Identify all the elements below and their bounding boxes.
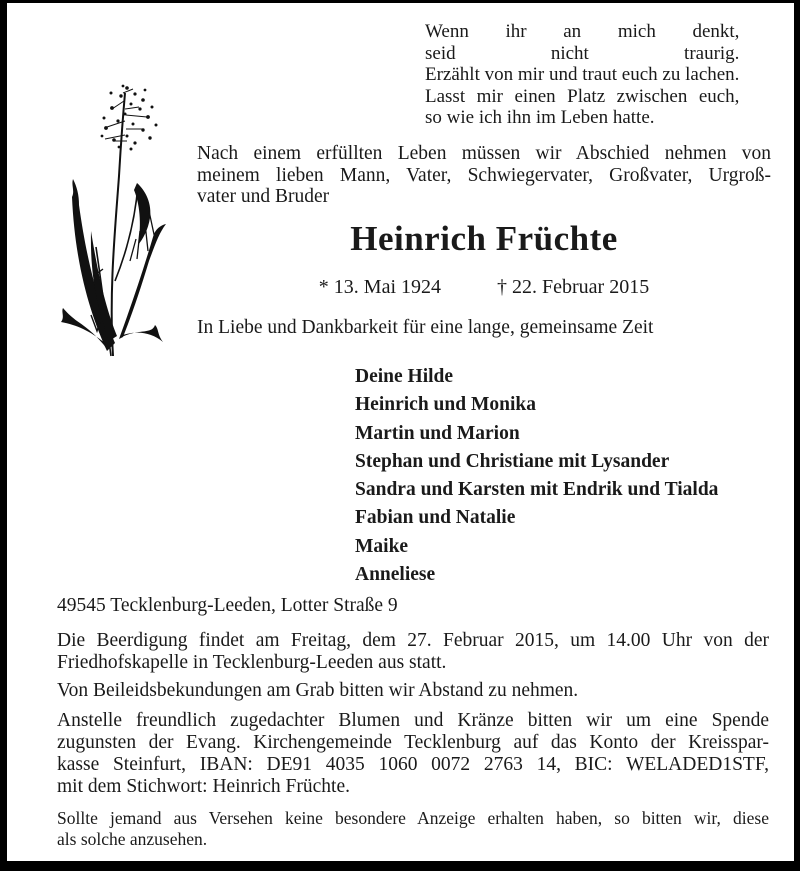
- grass-stalks-illustration-icon: [35, 79, 197, 361]
- poem-line: Wenn ihr an mich denkt,: [425, 21, 740, 42]
- birth-date: [319, 276, 441, 299]
- mourner-name: Stephan und Christiane mit Lysander: [355, 450, 670, 472]
- mourner-name: Anneliese: [355, 564, 436, 586]
- death-date: [497, 276, 649, 299]
- apology-line: als solche anzusehen.: [57, 829, 208, 849]
- funeral-info-line: Friedhofskapelle in Tecklenburg-Leeden aus statt.: [57, 651, 447, 673]
- memorial-poem: [425, 21, 739, 129]
- intro-line: Nach einem erfüllten Leben müssen wir Abschied nehmen von: [197, 143, 771, 164]
- intro-line: meinem lieben Mann, Vater, Schwiegervater, Großvater, Urgroß-: [197, 164, 771, 186]
- mourner-name: Heinrich und Monika: [355, 394, 536, 416]
- mourner-name: Martin und Marion: [355, 422, 520, 444]
- apology-line: Sollte jemand aus Versehen keine besondere Anzeige erhalten haben, so bitten wir, diese: [57, 808, 769, 828]
- donation-line: kasse Steinfurt, IBAN: DE91 4035 1060 0072 2763 14, BIC: WELADED1STF,: [57, 753, 769, 775]
- mourner-name: Fabian und Natalie: [355, 507, 516, 529]
- donation-line: mit dem Stichwort: Heinrich Früchte.: [57, 775, 350, 797]
- poem-line: so wie ich ihn im Leben hatte.: [425, 107, 655, 129]
- apology-paragraph: [57, 808, 769, 850]
- death-cross-icon: †: [497, 276, 507, 298]
- grass-illustration-svg: [35, 79, 197, 361]
- donation-paragraph: [57, 710, 769, 798]
- funeral-info-line: Die Beerdigung findet am Freitag, dem 27. Februar 2015, um 14.00 Uhr von der: [57, 630, 769, 651]
- funeral-info-paragraph: [57, 630, 769, 674]
- poem-line: seid nicht traurig.: [425, 42, 740, 64]
- mourner-name: Sandra und Karsten mit Endrik und Tialda: [355, 479, 719, 501]
- poem-line: Lasst mir einen Platz zwischen euch,: [425, 85, 740, 107]
- intro-paragraph: [197, 143, 771, 208]
- mourners-list: [355, 363, 718, 589]
- condolence-note: Von Beileidsbekundungen am Grab bitten wir Abstand zu nehmen.: [57, 680, 579, 701]
- deceased-name: Heinrich Früchte: [350, 219, 618, 258]
- donation-line: Anstelle freundlich zugedachter Blumen und Kränze bitten wir um eine Spende: [57, 710, 769, 731]
- mourner-name: Maike: [355, 535, 409, 557]
- life-dates: [197, 276, 771, 299]
- birth-star-icon: *: [318, 276, 329, 298]
- address-line: 49545 Tecklenburg-Leeden, Lotter Straße 9: [57, 595, 398, 616]
- birth-date-text: 13. Mai 1924: [333, 276, 441, 298]
- donation-line: zugunsten der Evang. Kirchengemeinde Tecklenburg auf das Konto der Kreisspar-: [57, 731, 769, 753]
- dedication-line: In Liebe und Dankbarkeit für eine lange, gemeinsame Zeit: [197, 317, 654, 338]
- death-date-text: 22. Februar 2015: [512, 276, 650, 298]
- mourner-name: Deine Hilde: [355, 366, 454, 387]
- intro-line: vater und Bruder: [197, 186, 330, 208]
- poem-line: Erzählt von mir und traut euch zu lachen.: [425, 64, 740, 86]
